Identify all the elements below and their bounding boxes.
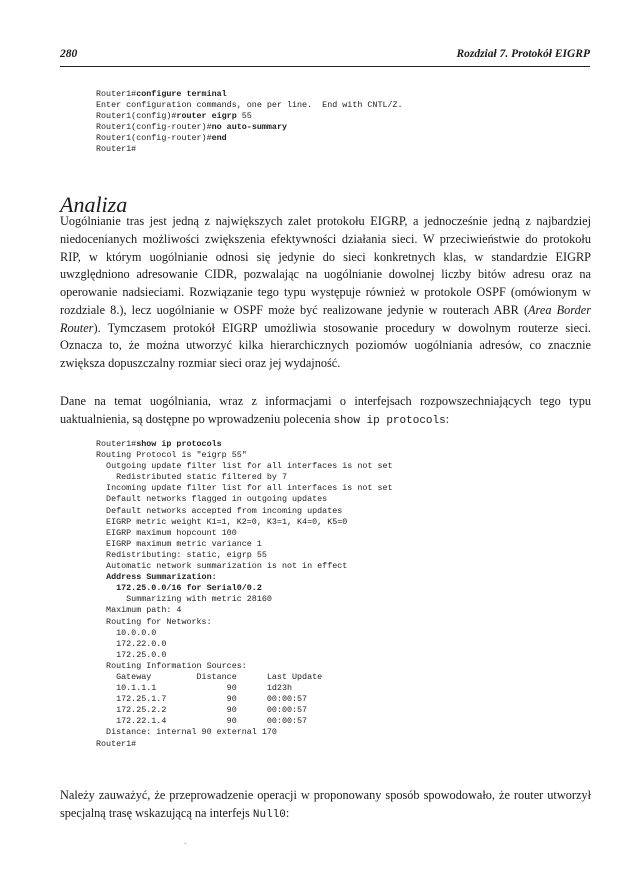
code-line [96, 494, 393, 505]
code-text: Router1# [96, 738, 137, 749]
paragraph-show-protocols [60, 393, 591, 431]
code-text: Automatic network summarization is not in effect [96, 561, 348, 572]
code-line [96, 472, 393, 483]
config-code-block [96, 89, 403, 156]
code-line [96, 617, 393, 628]
code-text: Default networks accepted from incoming updates [96, 505, 343, 516]
code-line [96, 439, 393, 450]
code-text: EIGRP maximum metric variance 1 [96, 538, 262, 549]
code-text: Incoming update filter list for all interfaces is not set [96, 483, 393, 494]
code-text: 172.25.0.0 [96, 649, 167, 660]
code-text: Summarizing with metric 28160 [96, 594, 272, 605]
paragraph-text: Dane na temat uogólniania, wraz z informacjami o interfejsach rozpowszechniających tego typu uaktualnienia, są dostępne po wprowadzeniu polecenia [60, 394, 591, 426]
code-line [96, 716, 393, 727]
code-text: 172.25.1.7 90 00:00:57 [96, 694, 308, 705]
code-line [96, 517, 393, 528]
code-line [96, 605, 393, 616]
code-line [96, 661, 393, 672]
code-text: Routing for Networks: [96, 616, 212, 627]
code-text [96, 583, 116, 593]
code-command: 172.25.0.0/16 for Serial0/0.2 [116, 583, 262, 594]
code-text: EIGRP metric weight K1=1, K2=0, K3=1, K4=0, K5=0 [96, 516, 348, 527]
code-text: Redistributing: static, eigrp 55 [96, 549, 267, 560]
code-line [96, 572, 393, 583]
section-heading: Analiza [60, 192, 128, 218]
code-command: configure terminal [136, 89, 227, 99]
code-text [96, 572, 106, 582]
code-line [96, 133, 403, 144]
code-prompt: Router1(config)# [96, 111, 177, 122]
code-line [96, 650, 393, 661]
code-line [96, 539, 393, 550]
inline-command: Null0 [252, 808, 286, 821]
paragraph-text: ). Tymczasem protokół EIGRP umożliwia stosowanie procedury w dowolnym routerze sieci. Oznacza to, że można utworzyć kilka hierarchicznych poziomów uogólniania adresów, co znacznie zwiększa dopuszczalny rozmiar sieci oraz jej wydajność. [60, 320, 591, 370]
page-header [60, 48, 590, 66]
paragraph-summarization-intro [60, 213, 591, 373]
code-line [96, 111, 403, 122]
code-text: Outgoing update filter list for all interfaces is not set [96, 461, 393, 472]
code-argument: 55 [236, 111, 252, 122]
paragraph-null0 [60, 787, 591, 825]
code-text: Default networks flagged in outgoing updates [96, 494, 328, 505]
code-text: 172.22.0.0 [96, 638, 167, 649]
code-command: router eigrp [176, 111, 237, 122]
code-text: 172.25.2.2 90 00:00:57 [96, 705, 308, 716]
code-line [96, 628, 393, 639]
code-line [96, 694, 393, 705]
code-line [96, 672, 393, 683]
code-line [96, 550, 393, 561]
code-line [96, 483, 393, 494]
code-line [96, 594, 393, 605]
code-prompt: Router1(config-router)# [96, 133, 212, 144]
code-line [96, 561, 393, 572]
code-prompt: Router1# [96, 144, 137, 155]
paragraph-text: Należy zauważyć, że przeprowadzenie operacji w proponowany sposób spowodowało, że router utworzył specjalną trasę wskazującą na interfejs [60, 788, 591, 820]
code-line [96, 528, 393, 539]
code-line [96, 705, 393, 716]
code-text: 172.22.1.4 90 00:00:57 [96, 716, 308, 727]
code-line [96, 144, 403, 155]
code-prompt: Router1(config-router)# [96, 122, 212, 133]
paragraph-text: : [445, 411, 450, 426]
code-text: Maximum path: 4 [96, 605, 182, 616]
code-prompt: Enter configuration commands, one per line. End with CNTL/Z. [96, 100, 403, 111]
code-text: Gateway Distance Last Update [96, 671, 323, 682]
paragraph-text: Uogólnianie tras jest jedną z największych zalet protokołu EIGRP, a jednocześnie jedną z najbardziej niedocenianych możliwości zwiększenia efektywności działania sieci. W przeciwieństwie do protokołu RIP, w którym uogólnianie odnosi się jedynie do sieci konkretnych klas, w standardzie EIGRP uwzględniono adresowanie CIDR, pozwalając na uogólnianie dowolnej liczby bitów adresu oraz na operowanie nadsieciami. Rozwiązanie tego typu występuje również w protokole OSPF (omówionym w rozdziale 8.), lecz uogólnianie w OSPF może być realizowane jedynie w routerach ABR ( [60, 214, 591, 317]
code-line [96, 122, 403, 133]
paragraph-text: : [285, 805, 290, 820]
code-text: Distance: internal 90 external 170 [96, 727, 277, 738]
italic-term: Area Border Router [60, 302, 591, 335]
code-text: Routing Protocol is "eigrp 55" [96, 450, 247, 461]
code-line [96, 583, 393, 594]
code-line [96, 683, 393, 694]
page-number: 280 [60, 48, 78, 60]
code-line [96, 89, 403, 100]
show-ip-protocols-output [96, 439, 393, 750]
code-text: Router1# [96, 439, 137, 449]
code-line [96, 461, 393, 472]
code-text: EIGRP maximum hopcount 100 [96, 527, 237, 538]
code-command: no auto-summary [211, 122, 287, 133]
header-rule [60, 66, 590, 67]
code-command: show ip protocols [136, 439, 222, 449]
code-line [96, 739, 393, 750]
scan-mark: . [184, 836, 187, 847]
code-line [96, 727, 393, 738]
code-command: Address Summarization: [106, 572, 217, 583]
code-text: 10.0.0.0 [96, 627, 157, 638]
code-line [96, 639, 393, 650]
code-text: Routing Information Sources: [96, 660, 247, 671]
code-line [96, 450, 393, 461]
code-prompt: Router1# [96, 89, 137, 99]
chapter-title: Rozdział 7. Protokół EIGRP [456, 48, 590, 60]
code-line [96, 506, 393, 517]
code-command: end [211, 133, 227, 144]
code-text: Redistributed static filtered by 7 [96, 472, 287, 483]
code-text: 10.1.1.1 90 1d23h [96, 683, 293, 694]
code-line [96, 100, 403, 111]
inline-command: show ip protocols [333, 414, 446, 427]
